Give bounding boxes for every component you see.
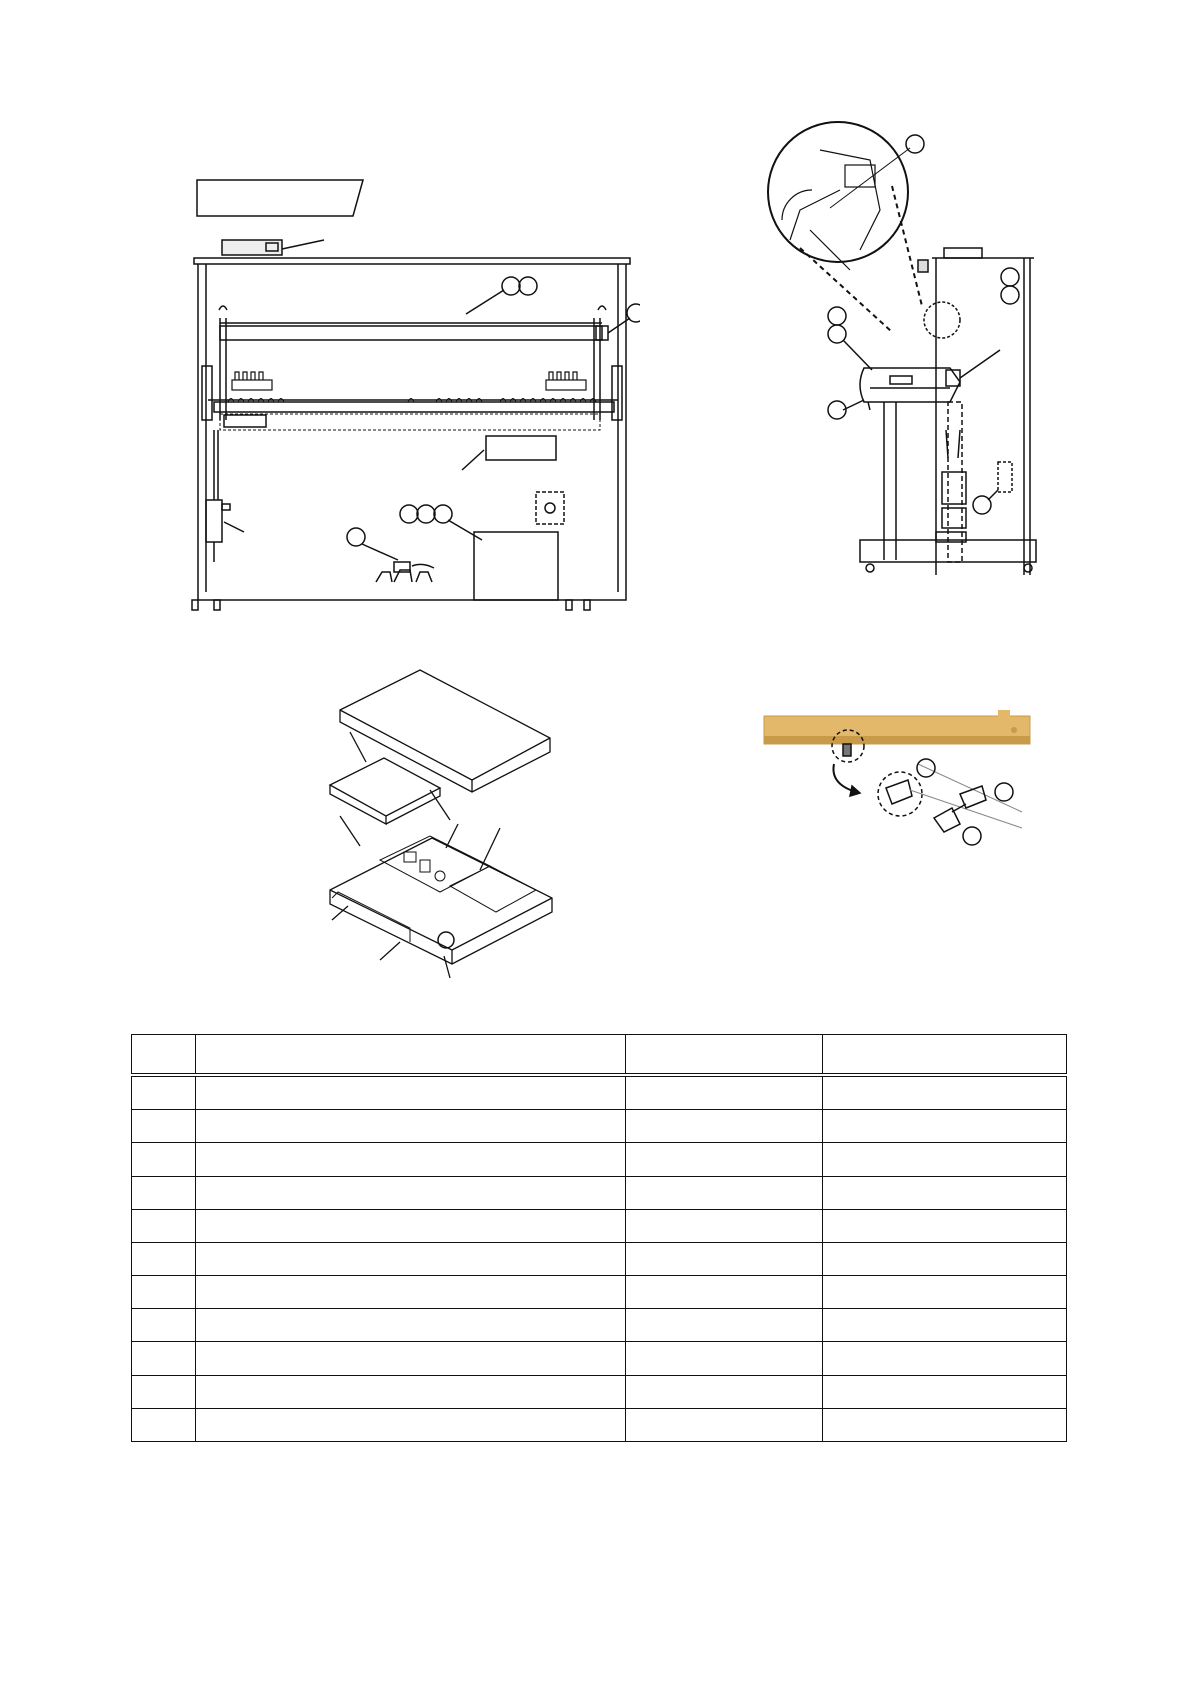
- parts-table: [131, 1034, 1067, 1442]
- table-cell: [196, 1176, 626, 1209]
- table-cell: [132, 1408, 196, 1441]
- table-cell: [823, 1242, 1067, 1275]
- control-unit-side: [944, 248, 982, 258]
- table-row: [132, 1143, 1067, 1176]
- table-cell: [823, 1309, 1067, 1342]
- table-cell: [823, 1342, 1067, 1375]
- table-cell: [196, 1375, 626, 1408]
- header-cell: [132, 1035, 196, 1076]
- table-cell: [823, 1209, 1067, 1242]
- table-row: [132, 1110, 1067, 1143]
- table-cell: [626, 1342, 823, 1375]
- table-cell: [626, 1143, 823, 1176]
- table-cell: [132, 1209, 196, 1242]
- table-cell: [823, 1276, 1067, 1309]
- table-cell: [626, 1176, 823, 1209]
- table-cell: [196, 1110, 626, 1143]
- table-cell: [626, 1075, 823, 1110]
- piano-cabinet: [198, 264, 626, 600]
- piano-top-lid: [194, 258, 630, 264]
- table-cell: [196, 1075, 626, 1110]
- table-cell: [196, 1276, 626, 1309]
- table-cell: [626, 1276, 823, 1309]
- pedal-solenoid: [206, 500, 222, 542]
- keybed-side: [860, 368, 960, 402]
- table-cell: [626, 1309, 823, 1342]
- control-unit-exploded-diagram: [320, 660, 580, 990]
- table-cell: [626, 1242, 823, 1275]
- table-row: [132, 1176, 1067, 1209]
- table-row: [132, 1075, 1067, 1110]
- table-cell: [132, 1242, 196, 1275]
- table-cell: [132, 1110, 196, 1143]
- side-view-diagram: [760, 120, 1070, 620]
- table-row: [132, 1242, 1067, 1275]
- front-view-diagram: [180, 170, 640, 620]
- table-cell: [823, 1408, 1067, 1441]
- header-cell: [823, 1035, 1067, 1076]
- table-cell: [823, 1176, 1067, 1209]
- table-cell: [626, 1408, 823, 1441]
- table-row: [132, 1342, 1067, 1375]
- table-cell: [196, 1408, 626, 1441]
- table-cell: [626, 1375, 823, 1408]
- key-rail: [214, 402, 614, 412]
- table-cell: [823, 1143, 1067, 1176]
- table-cell: [196, 1242, 626, 1275]
- table-cell: [823, 1110, 1067, 1143]
- table-cell: [132, 1276, 196, 1309]
- table-body: [132, 1075, 1067, 1442]
- table-cell: [823, 1375, 1067, 1408]
- table-row: [132, 1276, 1067, 1309]
- table-cell: [132, 1143, 196, 1176]
- table-cell: [132, 1375, 196, 1408]
- table-header-row: [132, 1035, 1067, 1076]
- table-row: [132, 1375, 1067, 1408]
- hammer-rail: [220, 326, 602, 340]
- table-cell: [196, 1209, 626, 1242]
- sensor-board: [486, 436, 556, 460]
- table-cell: [196, 1342, 626, 1375]
- table-cell: [823, 1075, 1067, 1110]
- label-box: [197, 180, 363, 216]
- table-cell: [626, 1209, 823, 1242]
- table-cell: [196, 1143, 626, 1176]
- header-cell: [626, 1035, 823, 1076]
- detail-magnifier: [768, 122, 908, 262]
- table-cell: [132, 1075, 196, 1110]
- table-row: [132, 1209, 1067, 1242]
- piano-base: [860, 540, 1036, 562]
- top-cover: [340, 670, 550, 792]
- table-cell: [132, 1309, 196, 1342]
- power-supply-box: [474, 532, 558, 600]
- table-cell: [626, 1110, 823, 1143]
- table-cell: [132, 1342, 196, 1375]
- table-row: [132, 1408, 1067, 1441]
- header-cell: [196, 1035, 626, 1076]
- table-cell: [196, 1309, 626, 1342]
- key-rail-detail-diagram: [760, 700, 1060, 875]
- table-cell: [132, 1176, 196, 1209]
- table-row: [132, 1309, 1067, 1342]
